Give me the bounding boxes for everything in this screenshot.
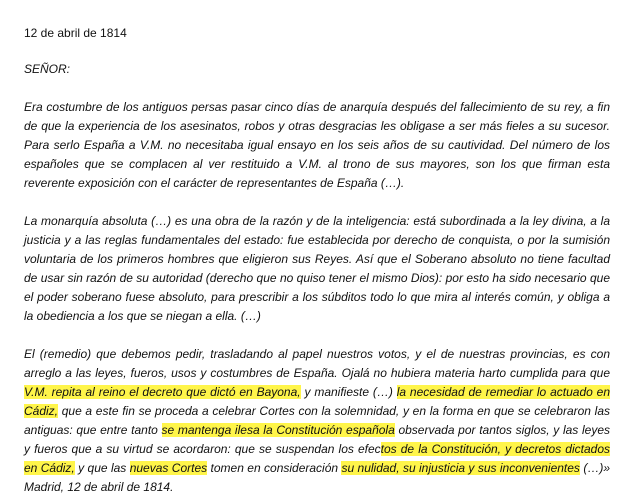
paragraph-text: observada por tantos siglos, y las leyes y fueros que a su virtud se acordaron: que se suspendan los efec — [24, 423, 611, 456]
paragraph-text: que a este fin se proceda a celebrar Cortes con la solemnidad, y en la forma en que se celebraron las antiguas: que entre tanto — [24, 404, 610, 437]
document-page — [24, 18, 610, 497]
paragraph-2 — [24, 212, 610, 326]
paragraph-text: tomen en consideración — [207, 461, 342, 475]
paragraph-text: y manifieste (…) — [300, 385, 397, 399]
highlighted-text: tos de la Constitución, y decretos dictados en Cádiz, — [24, 442, 610, 475]
paragraph-1 — [24, 98, 610, 193]
salutation: SEÑOR: — [24, 62, 71, 76]
paragraph-text: Era costumbre de los antiguos persas pasar cinco días de anarquía después del fallecimiento de su rey, a fin de que la experiencia de los asesinatos, robos y otras desgracias les obligase a ser más fieles a su sucesor. Para serlo España a V.M. no necesitaba igual ensayo en los seis años de su cautividad. Del número de los españoles que se complacen al ver restituido a V.M. al trono de sus mayores, son los que firman esta reverente exposición con el carácter de representantes de España (…). — [24, 100, 610, 190]
highlighted-text: V.M. repita al reino el decreto que dictó en Bayona, — [24, 385, 301, 399]
paragraph-text: El (remedio) que debemos pedir, trasladando al papel nuestros votos, y el de nuestras provincias, es con arreglo a las leyes, fueros, usos y costumbres de España. Ojalá no hubiera materia harto cumplida para que — [24, 347, 610, 380]
paragraph-3 — [24, 345, 610, 497]
paragraph-text: La monarquía absoluta (…) es una obra de la razón y de la inteligencia: está subordinada a la ley divina, a la justicia y a las reglas fundamentales del estado: fue establecida por derecho de conquista, o por la sumisión voluntaria de los primeros hombres que eligieron sus Reyes. Así que el Soberano absoluto no tiene facultad de usar sin razón de su autoridad (derecho que no quiso tener el mismo Dios): por esto ha sido necesario que el poder soberano fuese absoluto, para prescribir a los súbditos todo lo que mira al interés común, y obliga a la obediencia a los que se niegan a ella. (…) — [24, 214, 610, 323]
highlighted-text: la necesidad de remediar lo actuado en Cádiz, — [24, 385, 610, 418]
paragraph-text: y que las — [74, 461, 130, 475]
document-date: 12 de abril de 1814 — [24, 26, 127, 40]
highlighted-text: su nulidad, su injusticia y sus inconvenientes — [341, 461, 580, 475]
paragraph-text: (…)» Madrid, 12 de abril de 1814. — [24, 461, 610, 494]
highlighted-text: nuevas Cortes — [129, 461, 208, 475]
highlighted-text: se mantenga ilesa la Constitución española — [161, 423, 395, 437]
